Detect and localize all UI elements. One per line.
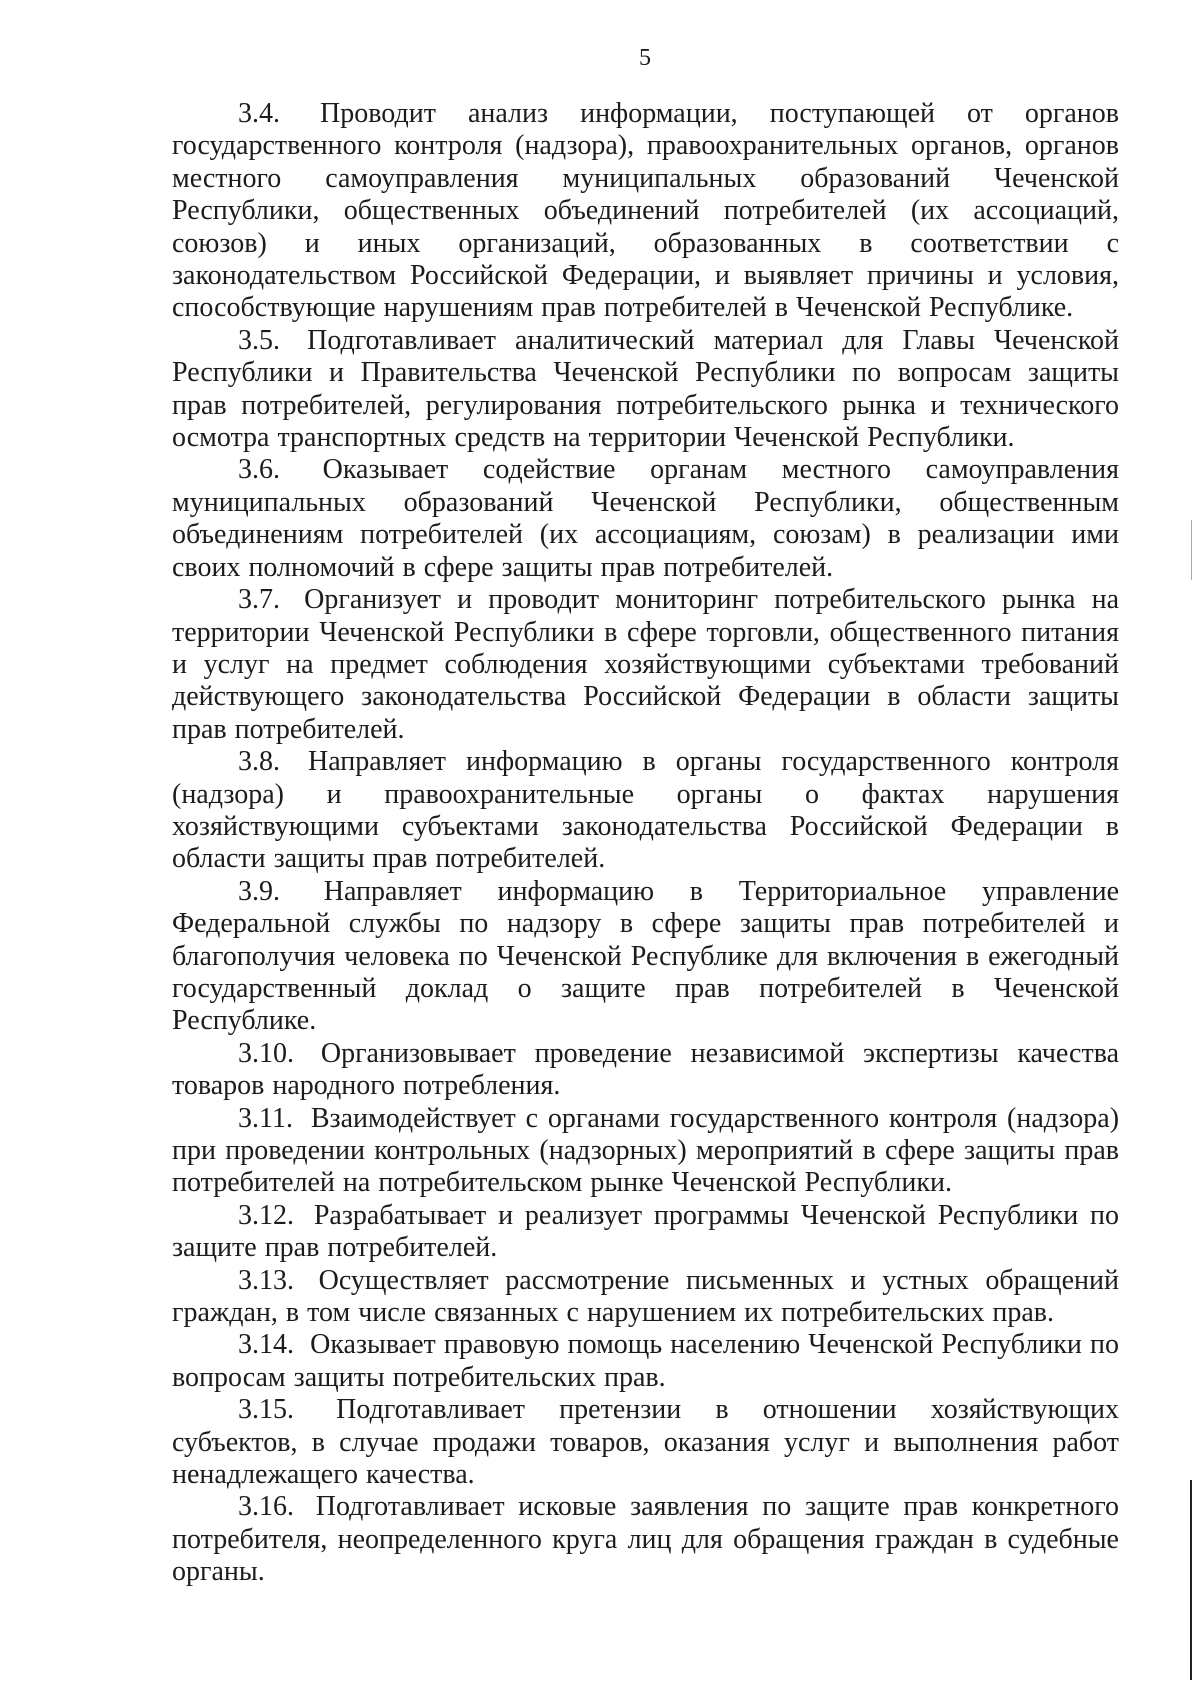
paragraph-3-6 [172,454,1119,584]
item-number: 3.10. [238,1037,294,1069]
item-number: 3.9. [238,875,280,907]
item-number: 3.6. [238,454,280,486]
scan-edge-mark [1190,1480,1192,1680]
item-number: 3.8. [238,746,280,778]
item-number: 3.13. [238,1264,294,1296]
paragraph-3-9 [172,876,1119,1038]
item-number: 3.5. [238,324,280,356]
item-number: 3.4. [238,98,280,129]
paragraph-text: Организовывает проведение независимой экспертизы качества товаров народного потребления. [172,1037,1120,1102]
paragraph-text: Осуществляет рассмотрение письменных и устных обращений граждан, в том числе связанных с нарушением их потребительских прав. [172,1264,1120,1329]
page-number: 5 [639,45,651,71]
item-number: 3.15. [238,1394,294,1426]
paragraph-text: Направляет информацию в Территориальное управление Федеральной службы по надзору в сфере защиты прав потребителей и благополучия человека по Чеченской Республике для включения в ежегодный государственный доклад о защите прав потребителей в Чеченской Республике. [172,875,1119,1037]
paragraph-text: Организует и проводит мониторинг потребительского рынка на территории Чеченской Республики в сфере торговли, общественного питания и услуг на предмет соблюдения хозяйствующими субъектами требований действующего законодательства Российской Федерации в области защиты прав потребителей. [172,584,1119,745]
paragraph-text: Оказывает содействие органам местного самоуправления муниципальных образований Чеченской Республики, общественным объединениям потребителей (их ассоциациям, союзам) в реализации ими своих полномочий в сфере защиты прав потребителей. [172,454,1120,583]
paragraph-text: Разрабатывает и реализует программы Чеченской Республики по защите прав потребителей. [172,1199,1119,1264]
item-number: 3.7. [238,584,280,616]
item-number: 3.12. [238,1199,294,1231]
paragraph-text: Взаимодействует с органами государственного контроля (надзора) при проведении контрольных (надзорных) мероприятий в сфере защиты прав потребителей на потребительском рынке Чеченской Республики. [172,1102,1120,1199]
paragraph-3-4 [172,98,1119,325]
paragraph-3-11 [172,1103,1119,1200]
paragraph-3-15 [172,1394,1119,1491]
item-number: 3.14. [238,1329,294,1361]
document-body [172,98,1119,1589]
paragraph-3-13 [172,1265,1119,1330]
paragraph-3-7 [172,584,1119,746]
paragraph-3-12 [172,1200,1119,1265]
item-number: 3.11. [238,1102,293,1134]
paragraph-text: Подготавливает аналитический материал для Главы Чеченской Республики и Правительства Чеченской Республики по вопросам защиты прав потребителей, регулирования потребительского рынка и технического осмотра транспортных средств на территории Чеченской Республики. [172,324,1119,454]
paragraph-text: Подготавливает претензии в отношении хозяйствующих субъектов, в случае продажи товаров, оказания услуг и выполнения работ ненадлежащего качества. [172,1394,1120,1491]
paragraph-text: Оказывает правовую помощь населению Чеченской Республики по вопросам защиты потребительских прав. [172,1329,1119,1393]
paragraph-3-16 [172,1491,1119,1588]
paragraph-3-14 [172,1329,1119,1394]
paragraph-3-5 [172,325,1119,455]
paragraph-text: Направляет информацию в органы государственного контроля (надзора) и правоохранительные органы о фактах нарушения хозяйствующими субъектами законодательства Российской Федерации в области защиты прав потребителей. [172,746,1119,875]
paragraph-3-8 [172,746,1119,876]
paragraph-3-10 [172,1038,1119,1103]
paragraph-text: Проводит анализ информации, поступающей от органов государственного контроля (надзора), правоохранительных органов, органов местного самоуправления муниципальных образований Чеченской Республики, общественных объединений потребителей (их ассоциаций, союзов) и иных организаций, образованных в соответствии с законодательством Российской Федерации, и выявляет причины и условия, способствующие нарушениям прав потребителей в Чеченской Республике. [172,98,1120,324]
scan-edge-mark [1191,520,1192,580]
paragraph-text: Подготавливает исковые заявления по защите прав конкретного потребителя, неопределенного круга лиц для обращения граждан в судебные органы. [172,1491,1119,1588]
item-number: 3.16. [238,1491,294,1523]
